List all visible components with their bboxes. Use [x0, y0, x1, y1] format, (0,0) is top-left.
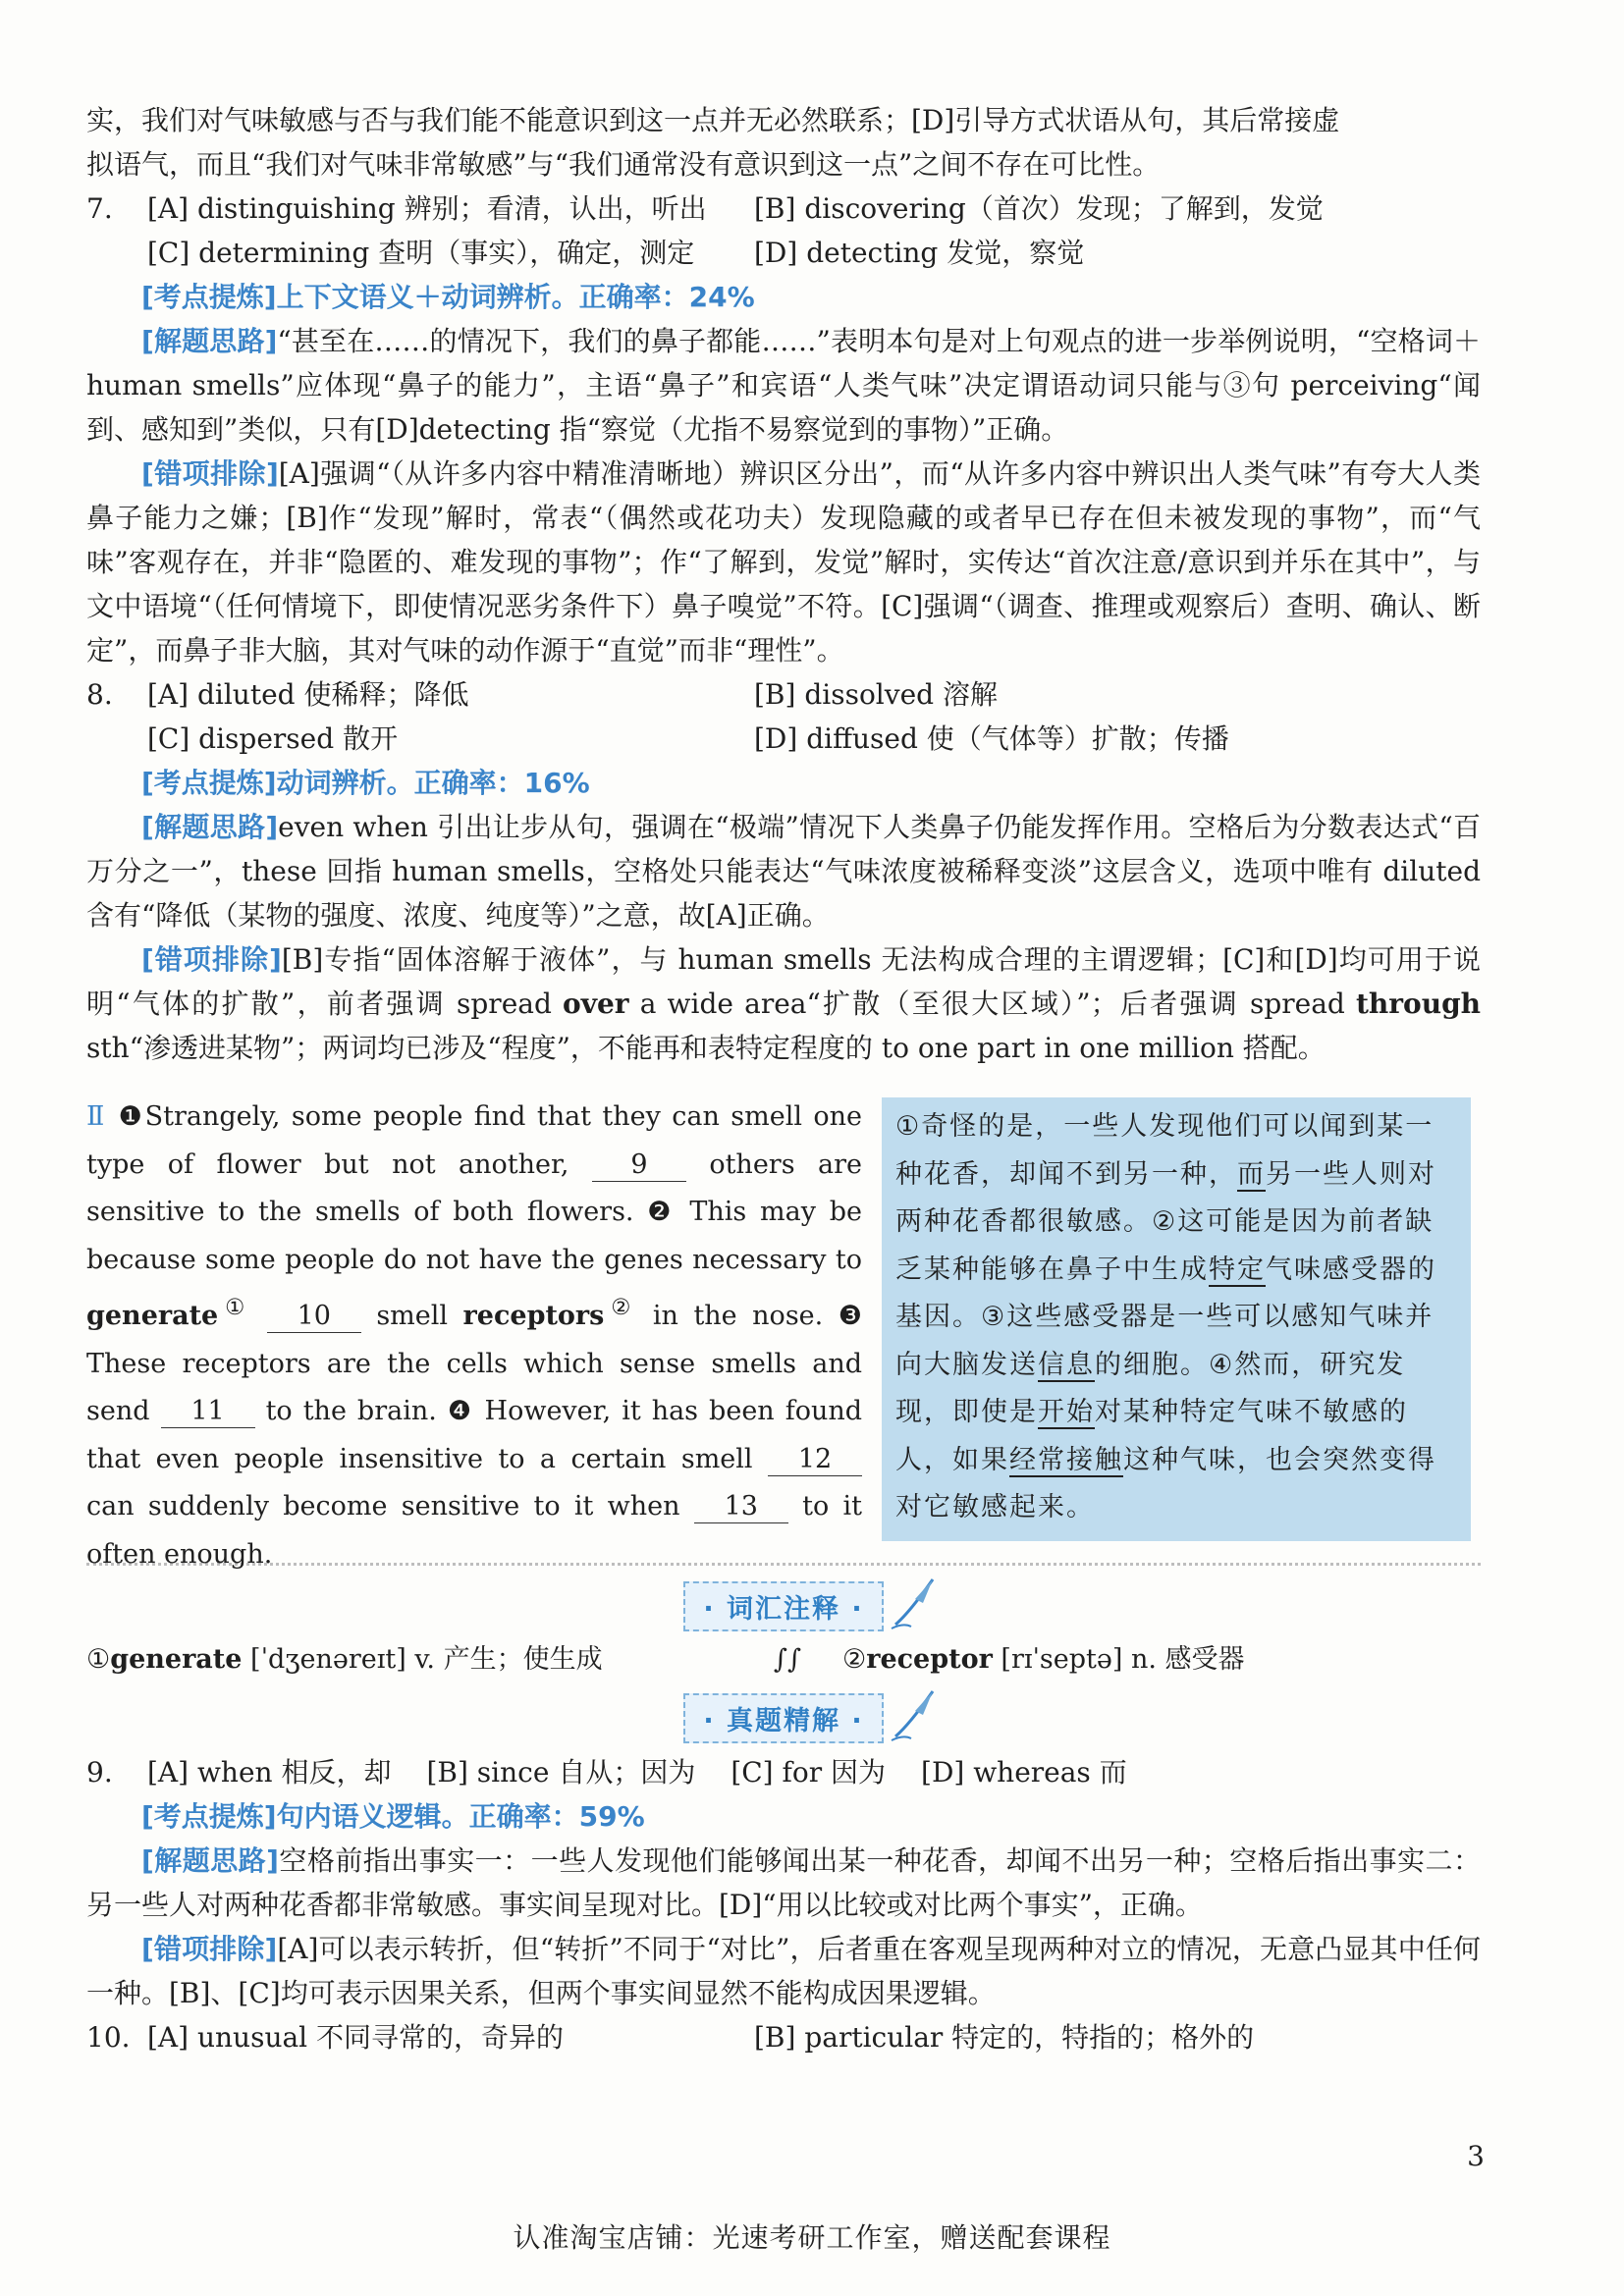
translation-underline: 而 [1237, 1158, 1266, 1190]
idea-tag: [解题思路] [141, 325, 278, 357]
question-number: 8. [86, 678, 113, 711]
page-number: 3 [1467, 2140, 1485, 2172]
point-text: 动词辨析。正确率：16% [276, 767, 590, 799]
q8-point [86, 761, 1481, 805]
vocab-row [86, 1638, 1481, 1682]
wrong-text: [A]可以表示转折，但“转折”不同于“对比”，后者重在客观呈现两种对立的情况，无意凸显其中任何一种。[B]、[C]均可表示因果关系，但两个事实间显然不能构成因果逻辑。 [86, 1933, 1481, 2009]
option-b: [B] since 自从；因为 [426, 1756, 696, 1789]
translation-box [882, 1097, 1471, 1541]
translation-text: 的细胞。④然而，研究发现，即使是 [895, 1349, 1406, 1427]
q7-options-row2 [86, 231, 1481, 275]
point-tag: [考点提炼] [141, 1800, 277, 1833]
sentence-2b: smell [376, 1301, 449, 1331]
sentence-1: ❶Strangely, some people find that they can smell one type of flower but not another, [86, 1101, 863, 1180]
q8-wrong [86, 937, 1481, 1070]
point-text: 句内语义逻辑。正确率：59% [276, 1800, 645, 1833]
translation-text: ①奇怪的是，一些人发现他们可以闻到某一种花香，却闻不到另一种， [895, 1111, 1435, 1190]
wrong-text: [A]强调“（从许多内容中精准清晰地）辨识区分出”，而“从许多内容中辨识出人类气味”有夸大人类鼻子能力之嫌；[B]作“发现”解时，常表“（偶然或花功夫）发现隐藏的或者早已存在但未被发现的事物”，而“气味”客观存在，并非“隐匿的、难发现的事物”；作“了解到，发觉”解时，实传达“首次注意/意识到并乐在其中”，与文中语境“（任何情境下，即使情况恶劣条件下）鼻子嗅觉”不符。[C]强调“（调查、推理或观察后）查明、确认、断定”，而鼻子非大脑，其对气味的动作源于“直觉”而非“理性”。 [86, 457, 1481, 667]
section-roman: Ⅱ [86, 1101, 108, 1132]
option-c: [C] for 因为 [731, 1756, 887, 1789]
option-a: [A] unusual 不同寻常的，奇异的 [147, 2021, 565, 2054]
q7-idea [86, 319, 1481, 452]
wrong-tag: [错项排除] [141, 457, 279, 490]
q7-point [86, 275, 1481, 319]
option-b: [B] dissolved 溶解 [754, 678, 998, 711]
idea-text: 空格前指出事实一：一些人发现他们能够闻出某一种花香，却闻不出另一种；空格后指出事实二：另一些人对两种花香都非常敏感。事实间呈现对比。[D]“用以比较或对比两个事实”，正确。 [86, 1844, 1481, 1921]
wrong-bold: over [563, 988, 629, 1020]
translation-underline: 信息 [1038, 1349, 1095, 1380]
vocab-word: receptor [866, 1644, 993, 1675]
wrong-text: a wide area“扩散（至很大区域）”；后者强调 spread [628, 988, 1356, 1020]
analysis-title: · 真题精解 · [683, 1693, 883, 1743]
vocab-definition: [ˈdʒenəreɪt] v. 产生；使生成 [242, 1644, 603, 1675]
english-passage [86, 1094, 862, 1578]
q8-options-row2 [86, 717, 1481, 761]
question-number: 7. [86, 192, 113, 225]
vocab-definition: [rɪˈseptə] n. 感受器 [992, 1644, 1245, 1675]
sentence-2: ❷ This may be because some people do not have the genes necessary to [86, 1197, 862, 1275]
sentence-4: ❹ However, it has been found that even people insensitive to a certain smell [86, 1396, 863, 1474]
idea-tag: [解题思路] [141, 811, 279, 843]
pen-icon [890, 1574, 941, 1632]
vocab-title-wrap [86, 1581, 1481, 1630]
vocab-title: · 词汇注释 · [683, 1581, 883, 1631]
option-a: [A] distinguishing 辨别；看清，认出，听出 [147, 192, 707, 225]
option-d: [D] diffused 使（气体等）扩散；传播 [754, 722, 1229, 755]
translation-underline: 特定 [1209, 1254, 1266, 1285]
q9-wrong [86, 1927, 1481, 2015]
vocab-word: generate [110, 1644, 243, 1675]
q9-idea [86, 1839, 1481, 1927]
q10-options-row1 [86, 2015, 1481, 2059]
translation-underline: 开始 [1038, 1397, 1095, 1427]
blank-11[interactable]: 11 [161, 1396, 255, 1428]
point-text: 上下文语义＋动词辨析。正确率：24% [276, 281, 755, 313]
option-d: [D] detecting 发觉，察觉 [754, 237, 1085, 269]
idea-tag: [解题思路] [141, 1844, 279, 1877]
word-receptors: receptors [462, 1301, 605, 1331]
question-number: 10. [86, 2021, 131, 2054]
translation-text: 对某种特定气味不敏感的人，如果 [895, 1397, 1408, 1475]
note-mark-2: ② [604, 1295, 638, 1320]
q7-wrong [86, 452, 1481, 672]
vocab-item-2 [842, 1638, 1245, 1682]
word-generate: generate [86, 1301, 219, 1331]
idea-text: even when 引出让步从句，强调在“极端”情况下人类鼻子仍能发挥作用。空格后为分数表达式“百万分之一”，these 回指 human smells，空格处只能表达“气味浓度被稀释变淡”这层含义，选项中唯有 diluted 含有“降低（某物的强度、浓度、纯度等）”之意，故[A]正确。 [86, 811, 1481, 932]
blank-9[interactable]: 9 [592, 1149, 686, 1182]
option-d: [D] whereas 而 [921, 1756, 1127, 1789]
point-tag: [考点提炼] [141, 281, 277, 313]
pen-icon [890, 1685, 941, 1744]
wrong-tag: [错项排除] [141, 943, 282, 976]
q8-idea [86, 805, 1481, 937]
intro-line: 实，我们对气味敏感与否与我们能不能意识到这一点并无必然联系；[D]引导方式状语从句，其后常接虚 [86, 104, 1340, 136]
sentence-4c: to it often enough. [86, 1491, 862, 1570]
translation-text: 这种气味，也会突然变得对它敏感起来。 [895, 1444, 1436, 1522]
sentence-4b: can suddenly become sensitive to it when [86, 1491, 680, 1522]
sentence-2c: in the nose. [652, 1301, 824, 1331]
vocab-separator: ∫∫ [774, 1644, 802, 1675]
q7-options-row1 [86, 187, 1481, 231]
vocab-item-1 [86, 1638, 774, 1682]
wrong-bold: through [1356, 988, 1482, 1020]
blank-10[interactable]: 10 [267, 1301, 361, 1333]
translation-underline: 经常接触 [1009, 1444, 1123, 1475]
q8-options-row1 [86, 672, 1481, 717]
option-a: [A] diluted 使稀释；降低 [147, 678, 469, 711]
sentence-3: ❸ These receptors are the cells which sense smells and send [86, 1301, 862, 1426]
translation-text: 另一些人则对两种花香都很敏感。②这可能是因为前者缺乏某种能够在鼻子中生成 [895, 1158, 1436, 1285]
page-content [86, 98, 1481, 2059]
note-mark-1: ① [218, 1295, 252, 1320]
wrong-text: sth“渗透进某物”；两词均已涉及“程度”，不能再和表特定程度的 to one part in one million 搭配。 [86, 1032, 1326, 1064]
option-a: [A] when 相反，却 [147, 1756, 392, 1789]
passage-section [86, 1094, 1481, 1570]
question-number: 9. [86, 1756, 113, 1789]
wrong-text: [B]专指“固体溶解于液体”，与 human smells 无法构成合理的主谓逻辑；[C]和[D]均可用于说明“气体的扩散”，前者强调 spread [86, 943, 1481, 1020]
vocab-num: ① [86, 1644, 111, 1675]
footer-note: 认准淘宝店铺：光速考研工作室，赠送配套课程 [513, 2221, 1111, 2254]
point-tag: [考点提炼] [141, 767, 277, 799]
sentence-3b: to the brain. [265, 1396, 437, 1426]
option-b: [B] particular 特定的，特指的；格外的 [754, 2021, 1255, 2054]
idea-text: “甚至在……的情况下，我们的鼻子都能……”表明本句是对上句观点的进一步举例说明，“空格词＋human smells”应体现“鼻子的能力”，主语“鼻子”和宾语“人类气味”决定谓语动词只能与③句 perceiving“闻到、感知到”类似，只有[D]detecting 指“察觉（尤指不易察觉到的事物）”正确。 [86, 325, 1481, 446]
sentence-1b: others are sensitive to the smells of both flowers. [86, 1148, 862, 1227]
q9-options [86, 1750, 1481, 1794]
q9-point [86, 1794, 1481, 1839]
option-c: [C] dispersed 散开 [147, 722, 399, 755]
option-c: [C] determining 查明（事实），确定，测定 [147, 237, 695, 269]
analysis-title-wrap [86, 1693, 1481, 1742]
translation-text: 气味感受器的基因。③这些感受器是一些可以感知气味并向大脑发送 [895, 1254, 1436, 1380]
blank-12[interactable]: 12 [768, 1444, 862, 1476]
option-b: [B] discovering（首次）发现；了解到，发觉 [754, 192, 1324, 225]
vocab-num: ② [842, 1644, 867, 1675]
wrong-tag: [错项排除] [141, 1933, 278, 1965]
intro-line: 拟语气，而且“我们对气味非常敏感”与“我们通常没有意识到这一点”之间不存在可比性。 [86, 148, 1161, 181]
blank-13[interactable]: 13 [694, 1491, 788, 1523]
